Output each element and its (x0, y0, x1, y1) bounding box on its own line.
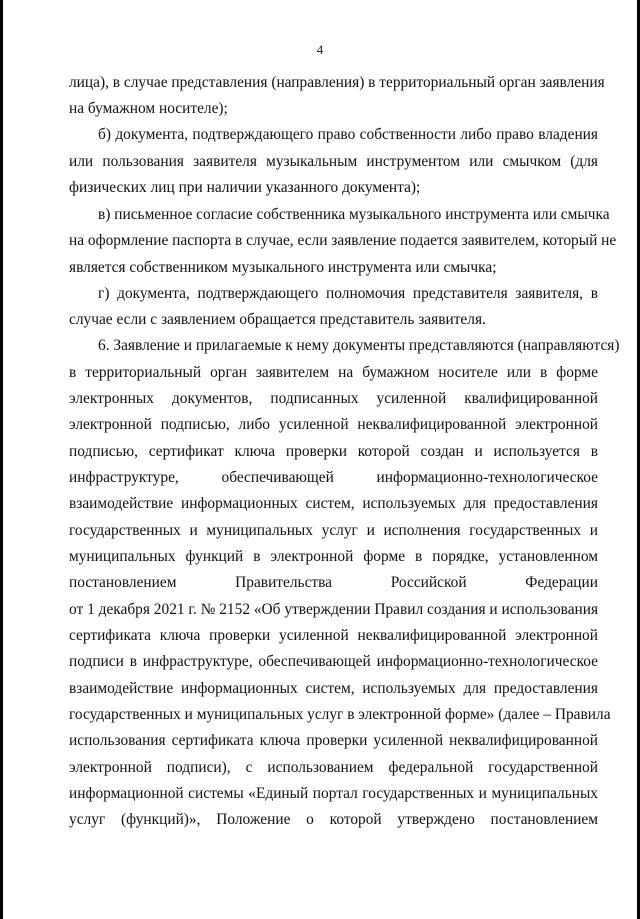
text-line: постановлением Правительства Российской Федерации (69, 574, 598, 591)
text-line: лица), в случае представления (направления) в территориальный орган заявления (69, 74, 605, 91)
text-line: электронной подписи), с использованием федеральной государственной (69, 759, 598, 776)
text-line: г) документа, подтверждающего полномочия представителя заявителя, в (98, 285, 598, 302)
text-line: или пользования заявителя музыкальным инструментом или смычком (для (69, 153, 598, 170)
page-number: 4 (316, 42, 324, 57)
text-line: 6. Заявление и прилагаемые к нему документы представляются (направляются) (98, 337, 620, 354)
text-line: использования сертификата ключа проверки усиленной неквалифицированной (69, 732, 598, 749)
text-line: инфраструктуре, обеспечивающей информационно-технологическое (69, 469, 598, 486)
text-line: б) документа, подтверждающего право собственности либо право владения (98, 126, 598, 143)
text-line: на бумажном носителе); (69, 100, 228, 117)
text-line: в) письменное согласие собственника музыкального инструмента или смычка (98, 206, 610, 223)
text-line: электронных документов, подписанных усиленной квалифицированной (69, 390, 598, 407)
text-line: электронной подписью, либо усиленной неквалифицированной электронной (69, 416, 598, 433)
text-line: взаимодействие информационных систем, используемых для предоставления (69, 680, 598, 697)
text-line: сертификата ключа проверки усиленной неквалифицированной электронной (69, 627, 598, 644)
text-line: подписи в инфраструктуре, обеспечивающей информационно-технологическое (69, 653, 598, 670)
text-line: является собственником музыкального инструмента или смычка; (69, 259, 497, 276)
text-line: государственных и муниципальных услуг и исполнения государственных и (69, 522, 598, 539)
text-line: от 1 декабря 2021 г. № 2152 «Об утверждении Правил создания и использования (69, 601, 599, 618)
scan-edge-left (0, 0, 3, 919)
text-line: подписью, сертификат ключа проверки которой создан и используется в (69, 443, 598, 460)
text-line: случае если с заявлением обращается представитель заявителя. (69, 311, 486, 328)
text-line: услуг (функций)», Положение о которой утверждено постановлением (69, 811, 598, 828)
text-line: государственных и муниципальных услуг в электронной форме» (далее – Правила (69, 706, 611, 723)
text-line: информационной системы «Единый портал государственных и муниципальных (69, 785, 598, 802)
text-line: муниципальных функций в электронной форме в порядке, установленном (69, 548, 598, 565)
text-line: в территориальный орган заявителем на бумажном носителе или в форме (69, 364, 598, 381)
text-line: взаимодействие информационных систем, используемых для предоставления (69, 495, 598, 512)
text-line: на оформление паспорта в случае, если заявление подается заявителем, который не (69, 232, 617, 249)
text-line: физических лиц при наличии указанного документа); (69, 179, 421, 196)
